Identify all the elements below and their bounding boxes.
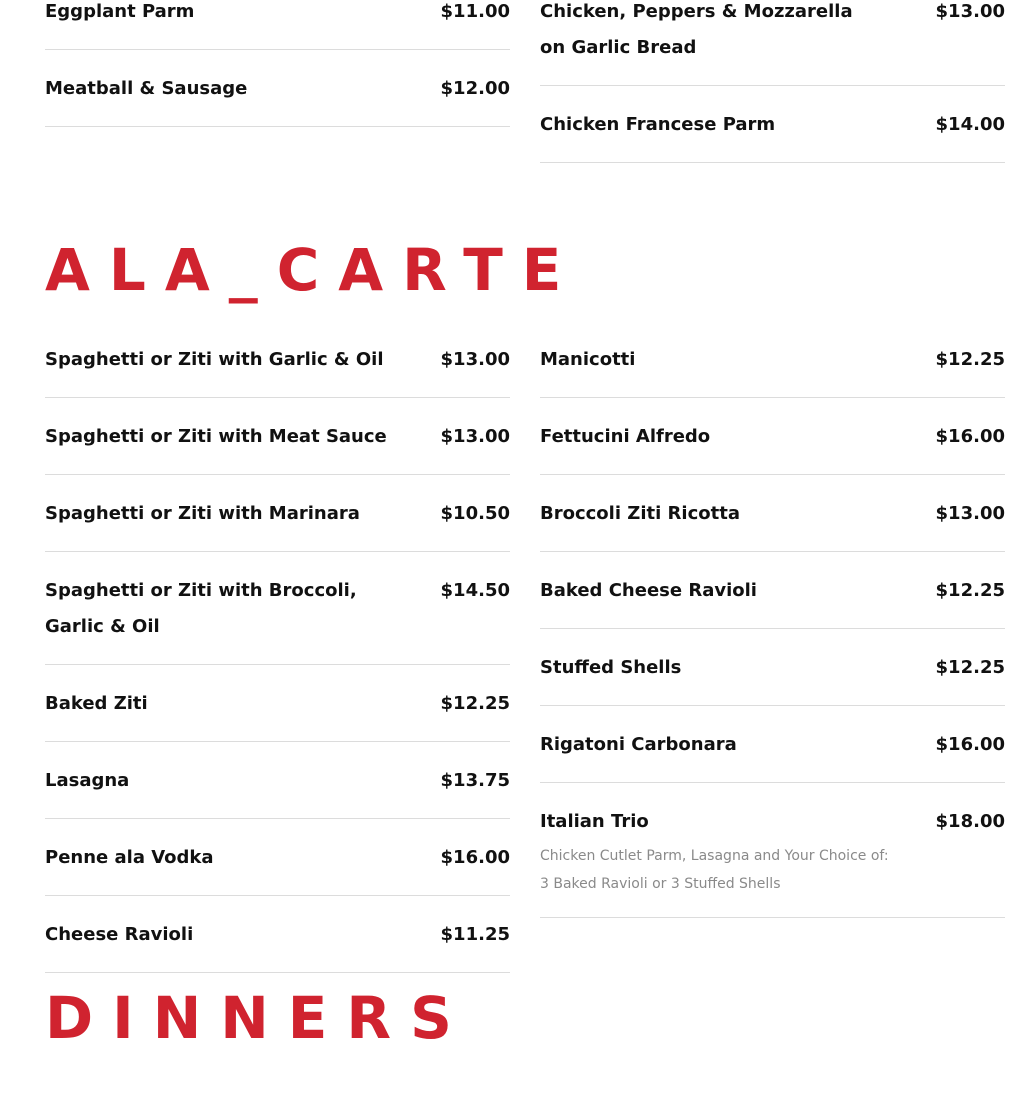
item-price: $13.75 xyxy=(440,770,510,791)
item-price: $10.50 xyxy=(440,503,510,524)
item-price: $11.00 xyxy=(440,1,510,22)
item-name: Stuffed Shells xyxy=(540,657,682,678)
item-name: Meatball & Sausage xyxy=(45,78,248,99)
item-name: Penne ala Vodka xyxy=(45,847,214,868)
menu-item xyxy=(45,911,510,973)
menu-item xyxy=(45,413,510,475)
item-price: $13.00 xyxy=(935,1,1005,22)
item-name: Eggplant Parm xyxy=(45,1,195,22)
item-price: $12.25 xyxy=(935,657,1005,678)
section-title-dinners: DINNERS xyxy=(45,984,471,1052)
item-price: $12.00 xyxy=(440,78,510,99)
menu-item xyxy=(540,413,1005,475)
menu-item xyxy=(45,490,510,552)
menu-item xyxy=(45,834,510,896)
menu-item xyxy=(45,680,510,742)
item-name: Italian Trio xyxy=(540,811,649,832)
item-name: Lasagna xyxy=(45,770,130,791)
item-name: Spaghetti or Ziti with Broccoli, Garlic & Oil xyxy=(45,580,357,637)
item-price: $14.00 xyxy=(935,114,1005,135)
item-price: $12.25 xyxy=(935,580,1005,601)
menu-item xyxy=(540,101,1005,163)
ala-carte-left-column xyxy=(45,336,510,988)
menu-item xyxy=(540,336,1005,398)
item-name: Broccoli Ziti Ricotta xyxy=(540,503,740,524)
item-price: $14.50 xyxy=(440,580,510,601)
menu-item xyxy=(540,490,1005,552)
item-name: Cheese Ravioli xyxy=(45,924,194,945)
item-price: $18.00 xyxy=(935,811,1005,832)
item-price: $12.25 xyxy=(935,349,1005,370)
menu-item xyxy=(45,567,510,665)
menu-item xyxy=(540,0,1005,86)
menu-item xyxy=(540,567,1005,629)
item-name: Chicken, Peppers & Mozzarella on Garlic Bread xyxy=(540,1,853,58)
top-right-column xyxy=(540,0,1005,178)
top-left-column xyxy=(45,0,510,178)
section-title-ala-carte: ALA_CARTE xyxy=(45,236,581,304)
item-price: $13.00 xyxy=(440,426,510,447)
menu-item xyxy=(45,336,510,398)
item-price: $16.00 xyxy=(935,426,1005,447)
item-name: Rigatoni Carbonara xyxy=(540,734,737,755)
item-name: Fettucini Alfredo xyxy=(540,426,711,447)
item-name: Spaghetti or Ziti with Garlic & Oil xyxy=(45,349,384,370)
item-price: $11.25 xyxy=(440,924,510,945)
item-price: $13.00 xyxy=(440,349,510,370)
item-price: $13.00 xyxy=(935,503,1005,524)
item-name: Spaghetti or Ziti with Marinara xyxy=(45,503,360,524)
item-price: $16.00 xyxy=(440,847,510,868)
item-name: Spaghetti or Ziti with Meat Sauce xyxy=(45,426,387,447)
ala-carte-right-column xyxy=(540,336,1005,988)
item-name: Chicken Francese Parm xyxy=(540,114,776,135)
menu-item xyxy=(45,757,510,819)
ala-carte-grid xyxy=(45,336,1005,988)
item-price: $16.00 xyxy=(935,734,1005,755)
menu-item xyxy=(540,644,1005,706)
menu-item xyxy=(540,798,1005,918)
item-price: $12.25 xyxy=(440,693,510,714)
menu-item xyxy=(540,721,1005,783)
item-description: Chicken Cutlet Parm, Lasagna and Your Choice of: 3 Baked Ravioli or 3 Stuffed Shells xyxy=(540,848,889,892)
top-menu-grid xyxy=(45,0,1005,178)
item-name: Baked Ziti xyxy=(45,693,148,714)
menu-item xyxy=(45,0,510,50)
item-name: Baked Cheese Ravioli xyxy=(540,580,757,601)
item-name: Manicotti xyxy=(540,349,636,370)
menu-item xyxy=(45,65,510,127)
